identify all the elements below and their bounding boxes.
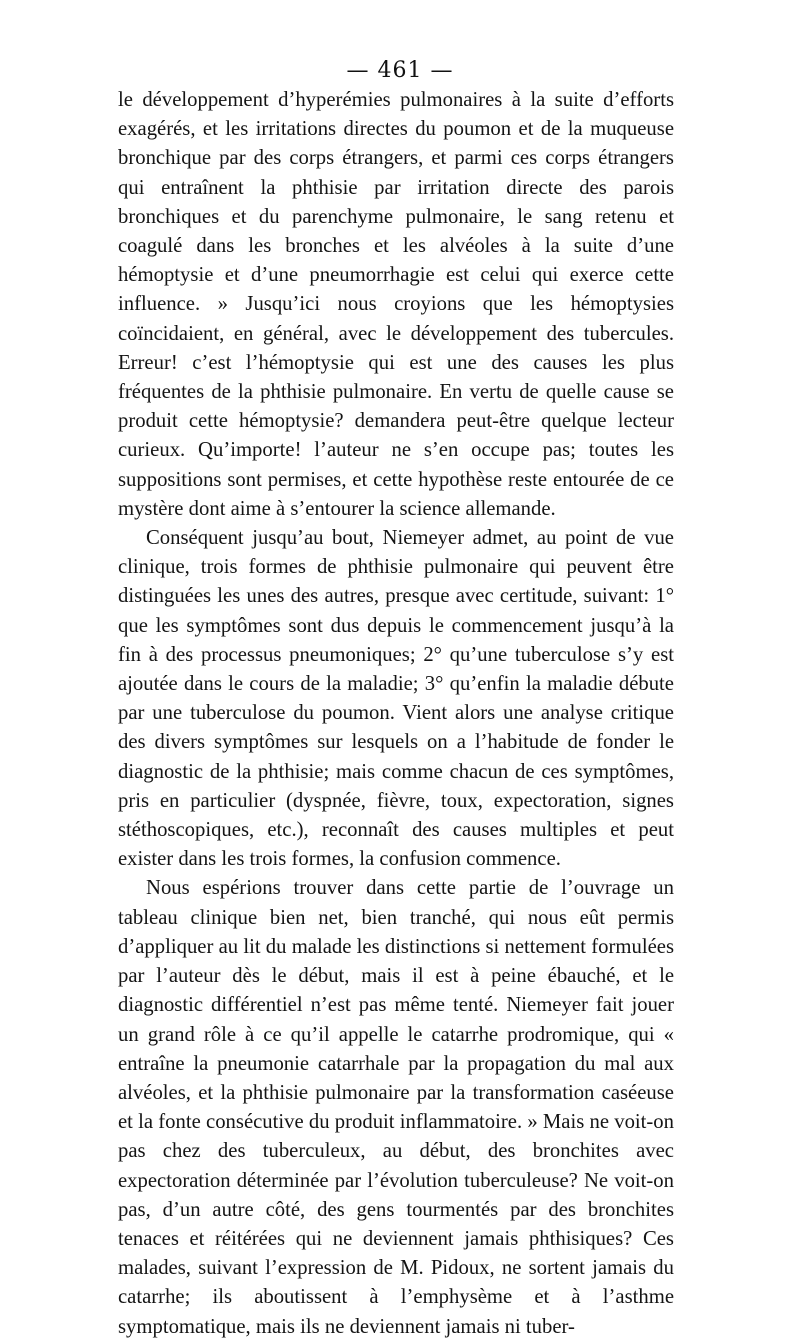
paragraph-clinical-forms: Conséquent jusqu’au bout, Niemeyer admet, au point de vue clinique, trois formes de phthisie pulmonaire qui peuvent être distinguées les unes des autres, presque avec certitude, suivant: 1° que les symptômes sont dus depuis le commencement jusqu’à la fin à des processus pneumoniques; 2° qu’une tuberculose s’y est ajoutée dans le cours de la maladie; 3° qu’enfin la maladie débute par une tuberculose du poumon. Vient alors une analyse critique des divers symptômes sur lesquels on a l’habitude de fonder le diagnostic de la phthisie; mais comme chacun de ces symptômes, pris en particulier (dyspnée, fièvre, toux, expectoration, signes stéthoscopiques, etc.), reconnaît des causes multiples et peut exister dans les trois formes, la confusion commence. [118, 527, 674, 871]
page-number: — 461 — [346, 58, 454, 83]
paragraph-diagnosis: Nous espérions trouver dans cette partie de l’ouvrage un tableau clinique bien net, bien tranché, qui nous eût permis d’appliquer au lit du malade les distinctions si nettement formulées par l’auteur dès le début, mais il est à peine ébauché, et le diagnostic différentiel n’est pas même tenté. Niemeyer fait jouer un grand rôle à ce qu’il appelle le catarrhe prodromique, qui « entraîne la pneumonie catarrhale par la propagation du mal aux alvéoles, et la phthisie pulmonaire par la transformation caséeuse et la fonte consécutive du produit inflammatoire. » Mais ne voit-on pas chez des tuberculeux, au début, des bronchites avec expectoration déterminée par l’évolution tuberculeuse? Ne voit-on pas, d’un autre côté, des gens tourmentés par des bronchites tenaces et réitérées qui ne deviennent jamais phthisiques? Ces malades, suivant l’expression de M. Pidoux, ne sortent jamais du catarrhe; ils aboutissent à l’emphysème et à l’asthme symptomatique, mais ils ne deviennent jamais ni tuber- [118, 877, 674, 1338]
paragraph-continuation: le développement d’hyperémies pulmonaires à la suite d’efforts exagérés, et les irritations directes du poumon et de la muqueuse bronchique par des corps étrangers, et parmi ces corps étrangers qui entraînent la phthisie par irritation directe des parois bronchiques et du parenchyme pulmonaire, le sang retenu et coagulé dans les bronches et les alvéoles à la suite d’une hémoptysie et d’une pneumorrhagie est celui qui exerce cette influence. » Jusqu’ici nous croyions que les hémoptysies coïncidaient, en général, avec le développement des tubercules. Erreur! c’est l’hémoptysie qui est une des causes les plus fréquentes de la phthisie pulmonaire. En vertu de quelle cause se produit cette hémoptysie? demandera peut-être quelque lecteur curieux. Qu’importe! l’auteur ne s’en occupe pas; toutes les suppositions sont permises, et cette hypothèse reste entourée de ce mystère dont aime à s’entourer la science allemande. [118, 89, 674, 520]
body-text [118, 86, 674, 1342]
